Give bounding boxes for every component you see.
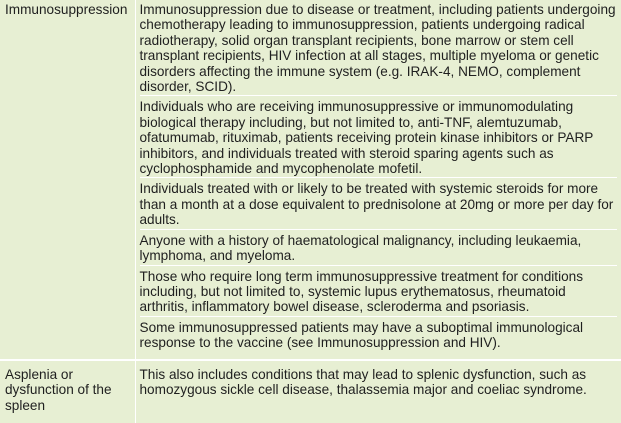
description-paragraph: Those who require long term immunosuppressive treatment for conditions including, but not limited to, systemic lupus erythematosus, rheumatoid arthritis, inflammatory bowel disease, scleroderma and psoriasis. — [140, 269, 618, 317]
risk-group-label: Immunosuppression — [0, 0, 135, 360]
risk-group-label: Asplenia or dysfunction of the spleen — [0, 360, 135, 423]
risk-group-description — [135, 360, 621, 423]
description-paragraph: Some immunosuppressed patients may have a suboptimal immunological response to the vaccine (see Immunosuppression and HIV). — [139, 319, 584, 351]
description-paragraph: Individuals who are receiving immunosuppressive or immunomodulating biological therapy including, but not limited to, anti-TNF, alemtuzumab, ofatumumab, rituximab, patients receiving protein kinase inhibitors or PARP inhibitors, and individuals treated with steroid sparing agents such as cyclophosphamide and mycophenolate mofetil. — [140, 99, 618, 178]
description-paragraph: Individuals treated with or likely to be treated with systemic steroids for more than a month at a dose equivalent to prednisolone at 20mg or more per day for adults. — [140, 181, 618, 229]
description-paragraph: Immunosuppression due to disease or treatment, including patients undergoing chemotherapy leading to immunosuppression, patients undergoing radical radiotherapy, solid organ transplant recipients, bone marrow or stem cell transplant recipients, HIV infection at all stages, multiple myeloma or genetic disorders affecting the immune system (e.g. IRAK-4, NEMO, complement disorder, SCID). — [140, 2, 618, 96]
table-row — [0, 360, 621, 423]
description-paragraph: This also includes conditions that may lead to splenic dysfunction, such as homozygous sickle cell disease, thalassemia major and coeliac syndrome. — [139, 367, 587, 398]
description-paragraph: Anyone with a history of haematological malignancy, including leukaemia, lymphoma, and myeloma. — [140, 233, 618, 266]
risk-group-description — [135, 0, 621, 360]
